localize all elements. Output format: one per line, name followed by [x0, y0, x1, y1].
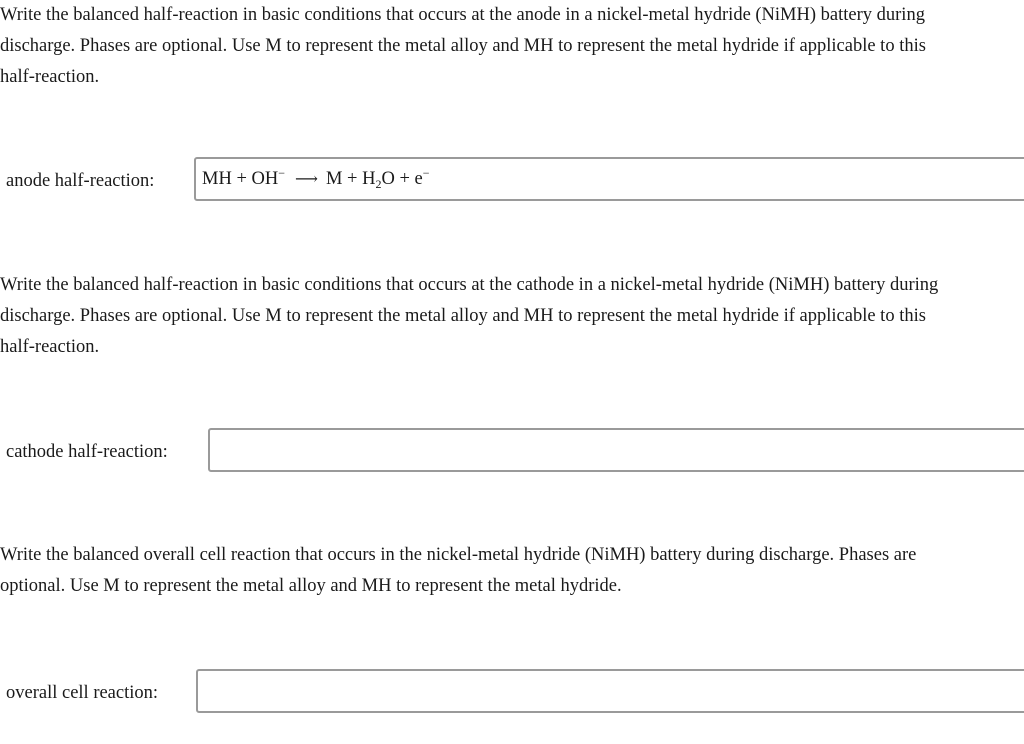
anode-question-line-1: Write the balanced half-reaction in basic conditions that occurs at the anode in a nickel-metal hydride (NiMH) battery during	[0, 5, 925, 25]
eq-plus-3: +	[399, 168, 410, 189]
cathode-question-line-1: Write the balanced half-reaction in basic conditions that occurs at the cathode in a nickel-metal hydride (NiMH) battery during	[0, 275, 939, 295]
cathode-answer-field[interactable]	[208, 428, 1024, 472]
overall-question-line-1: Write the balanced overall cell reaction that occurs in the nickel-metal hydride (NiMH) battery during discharge. Phases are	[0, 545, 917, 565]
anode-equation	[202, 165, 430, 191]
overall-question-line-2: optional. Use M to represent the metal alloy and MH to represent the metal hydride.	[0, 576, 622, 596]
overall-question-text	[0, 540, 1024, 602]
eq-electron: e−	[414, 165, 430, 189]
anode-label: anode half-reaction:	[6, 170, 155, 191]
overall-answer-field[interactable]	[196, 669, 1024, 713]
cathode-answer-row	[6, 428, 168, 476]
anode-answer-row	[6, 157, 154, 205]
anode-question-text	[0, 0, 1024, 93]
eq-oh: OH−	[251, 165, 286, 189]
anode-question-line-3: half-reaction.	[0, 67, 100, 87]
eq-plus-2: +	[347, 168, 358, 189]
eq-h2o: $H_2O$	[362, 168, 395, 191]
overall-label: overall cell reaction:	[6, 682, 159, 703]
eq-mh: MH	[202, 168, 232, 189]
overall-answer-row	[6, 669, 158, 717]
cathode-question-line-3: half-reaction.	[0, 337, 100, 357]
reaction-arrow-icon: ⟶	[295, 170, 318, 188]
anode-question-line-2: discharge. Phases are optional. Use M to represent the metal alloy and MH to represent the metal hydride if applicable to this	[0, 36, 926, 56]
anode-answer-field[interactable]	[194, 157, 1024, 201]
cathode-question-line-2: discharge. Phases are optional. Use M to represent the metal alloy and MH to represent the metal hydride if applicable to this	[0, 306, 926, 326]
eq-plus-1: +	[236, 168, 247, 189]
eq-m: M	[325, 168, 343, 189]
cathode-label: cathode half-reaction:	[6, 441, 168, 462]
cathode-question-text	[0, 270, 1024, 363]
